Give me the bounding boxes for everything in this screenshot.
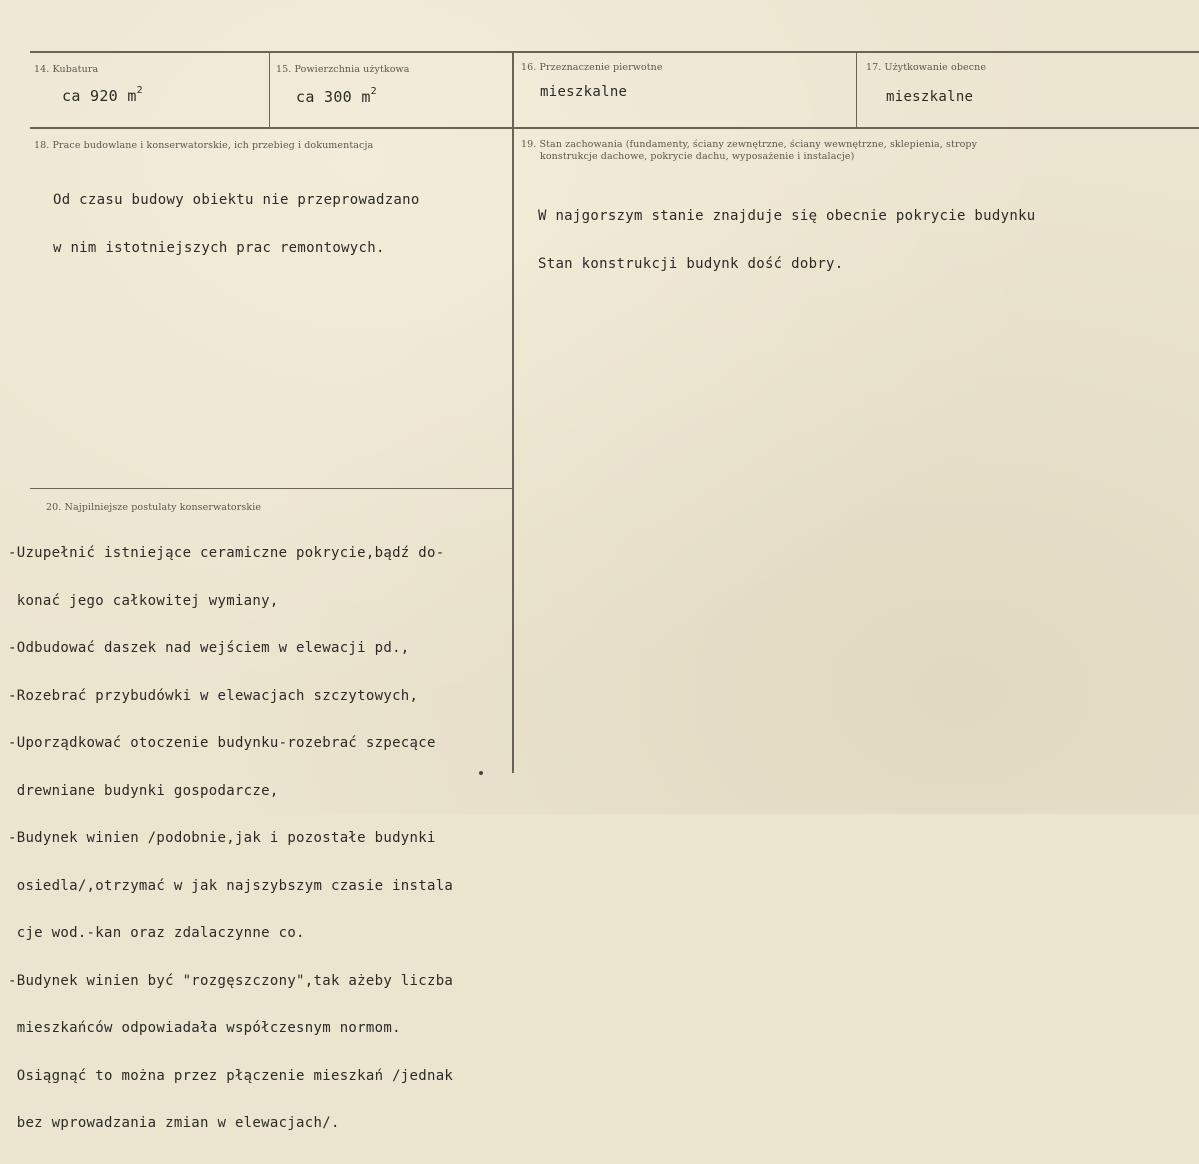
column-divider-3 <box>856 53 857 127</box>
top-border <box>30 51 1199 53</box>
field-19-label-line2: konstrukcje dachowe, pokrycie dachu, wyposażenie i instalacje) <box>540 151 855 162</box>
field-20-line: mieszkańców odpowiadała współczesnym normom. <box>8 1020 401 1036</box>
field-18-text <box>53 161 420 288</box>
field-20-line: -Rozebrać przybudówki w elewacjach szczytowych, <box>8 687 419 704</box>
ink-dot <box>479 771 483 775</box>
column-divider-1 <box>269 53 270 127</box>
field-20-line: -Uporządkować otoczenie budynku-rozebrać szpecące <box>8 735 436 751</box>
field-17-value: mieszkalne <box>886 89 974 105</box>
field-20-line: -Budynek winien być "rozgęszczony",tak ażeby liczba <box>8 972 454 989</box>
field-15-value-text: ca 300 m <box>296 88 371 106</box>
field-20-line: drewniane budynki gospodarcze, <box>8 782 279 799</box>
field-18-label: 18. Prace budowlane i konserwatorskie, ich przebieg i dokumentacja <box>34 140 374 151</box>
field-14-value-text: ca 920 m <box>62 87 137 105</box>
column-divider-2 <box>512 53 514 773</box>
field-20-line: Osiągnąć to można przez płączenie mieszkań /jednak <box>8 1067 454 1084</box>
row-divider <box>30 127 1199 129</box>
field-17-label: 17. Użytkowanie obecne <box>866 62 987 73</box>
field-20-text <box>8 514 512 1164</box>
field-15-value <box>296 88 377 106</box>
field-16-label: 16. Przeznaczenie pierwotne <box>521 62 663 73</box>
field-19-line: W najgorszym stanie znajduje się obecnie pokrycie budynku <box>538 208 1036 224</box>
field-14-value-sup: 2 <box>136 85 143 96</box>
field-20-line: cje wod.-kan oraz zdalaczynne co. <box>8 925 305 941</box>
field-19-text <box>538 177 1036 304</box>
field-16-value: mieszkalne <box>540 84 628 100</box>
field-20-line: -Budynek winien /podobnie,jak i pozostałe budynki <box>8 830 436 846</box>
field-20-line: konać jego całkowitej wymiany, <box>8 592 279 609</box>
field-18-line: Od czasu budowy obiektu nie przeprowadzano <box>53 192 420 208</box>
field-20-line: -Odbudować daszek nad wejściem w elewacji pd., <box>8 640 410 656</box>
section-divider <box>30 488 512 489</box>
field-19-line: Stan konstrukcji budynk dość dobry. <box>538 255 844 272</box>
field-20-line: -Uzupełnić istniejące ceramiczne pokrycie,bądź do- <box>8 545 445 561</box>
field-15-label: 15. Powierzchnia użytkowa <box>276 64 410 75</box>
field-20-line: osiedla/,otrzymać w jak najszybszym czasie instala <box>8 877 454 894</box>
field-14-label: 14. Kubatura <box>34 64 99 75</box>
field-18-line: w nim istotniejszych prac remontowych. <box>53 239 385 256</box>
field-19-label-line1: 19. Stan zachowania (fundamenty, ściany zewnętrzne, ściany wewnętrzne, sklepienia, stropy <box>521 139 978 150</box>
field-15-value-sup: 2 <box>370 86 377 97</box>
field-20-label: 20. Najpilniejsze postulaty konserwatorskie <box>46 502 262 513</box>
field-20-line: bez wprowadzania zmian w elewacjach/. <box>8 1115 340 1131</box>
field-14-value <box>62 87 143 105</box>
